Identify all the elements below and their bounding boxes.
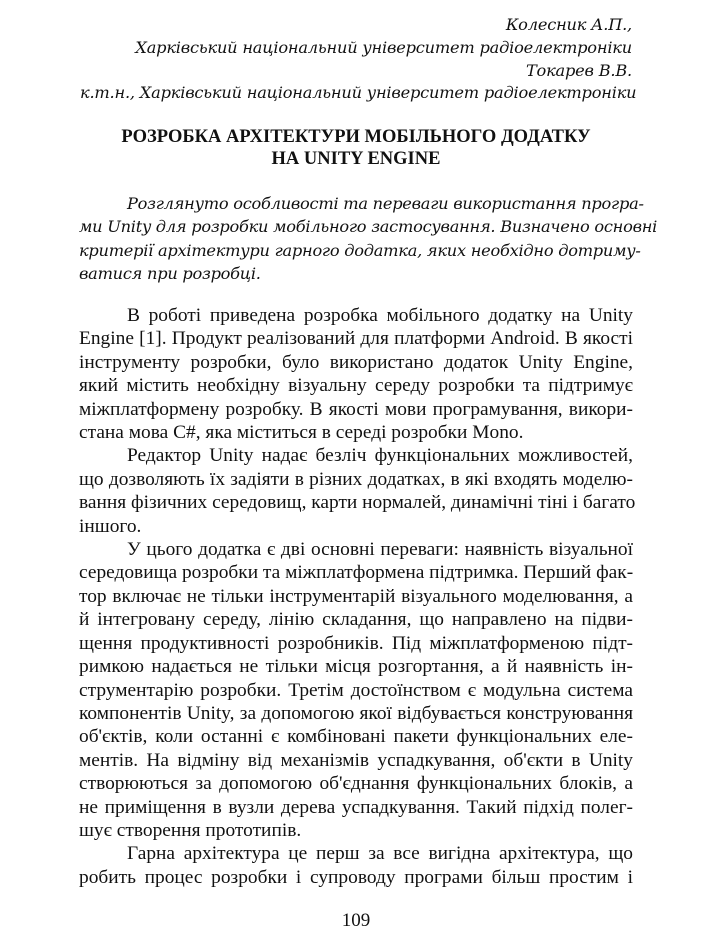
abstract-line: Розглянуто особливості та переваги використання програ- (127, 194, 644, 213)
paragraph-3 (79, 538, 633, 842)
paragraph-1 (79, 304, 633, 444)
body-text (79, 304, 636, 889)
abstract-line: ми Unity для розробки мобільного застосування. Визначено основні (79, 217, 658, 237)
author-affiliation: Харківський національний університет радіоелектроніки (135, 37, 632, 57)
author-affiliation: к.т.н., Харківський національний університет радіоелектроніки (80, 83, 637, 103)
abstract-line: ватися при розробці. (79, 263, 261, 283)
text-line: середовища розробки та міжплатформена підтримка. Перший фак- (79, 562, 634, 584)
text-line: щення продуктивності розробників. Під міжплатформеною підт- (79, 632, 633, 654)
text-line: струментарію розробки. Третім достоїнством є модульна система (79, 679, 633, 701)
text-line: У цього додатка є дві основні переваги: наявність візуальної (127, 539, 633, 561)
text-line: Редактор Unity надає безліч функціональних можливостей, (127, 445, 633, 467)
text-line: тор включає не тільки інструментарій візуального моделювання, а (79, 585, 633, 607)
text-line: римкою надається не тільки місця розгортання, а й наявність ін- (79, 656, 633, 678)
text-line: робить процес розробки і супроводу програми більш простим і (79, 866, 633, 888)
paragraph-2 (79, 444, 636, 538)
text-line: Engine [1]. Продукт реалізований для платформи Android. В якості (79, 328, 633, 350)
text-line: стана мова C#, яка міститься в середі розробки Mono. (79, 422, 524, 444)
text-line: не приміщення в вузли дерева успадкування. Такий підхід полег- (79, 796, 633, 818)
text-line: ментів. На відміну від механізмів успадкування, об'єкти в Unity (79, 749, 633, 771)
text-line: вання фізичних середовищ, карти нормалей, динамічні тіні і багато (79, 492, 636, 514)
text-line: Гарна архітектура це перш за все вигідна архітектура, що (127, 843, 633, 865)
page-number: 109 (341, 910, 371, 931)
abstract-line: критерії архітектури гарного додатка, яких необхідно дотриму- (79, 240, 641, 260)
title-line: НА UNITY ENGINE (271, 149, 441, 169)
text-line: шує створення прототипів. (79, 819, 302, 841)
text-line: інструменту розробки, було використано додаток Unity Engine, (79, 351, 633, 373)
text-line: компонентів Unity, за допомогою якої відбувається конструювання (79, 702, 633, 724)
text-line: іншого. (79, 515, 142, 537)
author-block (80, 14, 637, 105)
title-line: РОЗРОБКА АРХІТЕКТУРИ МОБІЛЬНОГО ДОДАТКУ (121, 127, 591, 147)
text-line: об'єктів, коли останні є комбіновані пакети функціональних еле- (79, 726, 633, 748)
text-line: В роботі приведена розробка мобільного додатку на Unity (127, 305, 633, 326)
abstract (79, 192, 658, 285)
text-line: й інтегровану середу, лінію складання, що направлено на підви- (79, 609, 633, 631)
text-line: міжплатформену розробку. В якості мови програмування, викори- (79, 398, 633, 420)
paragraph-4 (79, 842, 633, 889)
author-name: Токарев В.В. (525, 60, 632, 80)
paper-title (80, 126, 632, 170)
text-line: який містить необхідну візуальну середу розробки та підтримує (79, 375, 633, 397)
author-name: Колесник А.П., (505, 15, 632, 34)
text-line: створюються за допомогою об'єднання функціональних блоків, а (79, 773, 633, 795)
text-line: що дозволяють їх задіяти в різних додатках, в які входять моделю- (79, 468, 633, 490)
